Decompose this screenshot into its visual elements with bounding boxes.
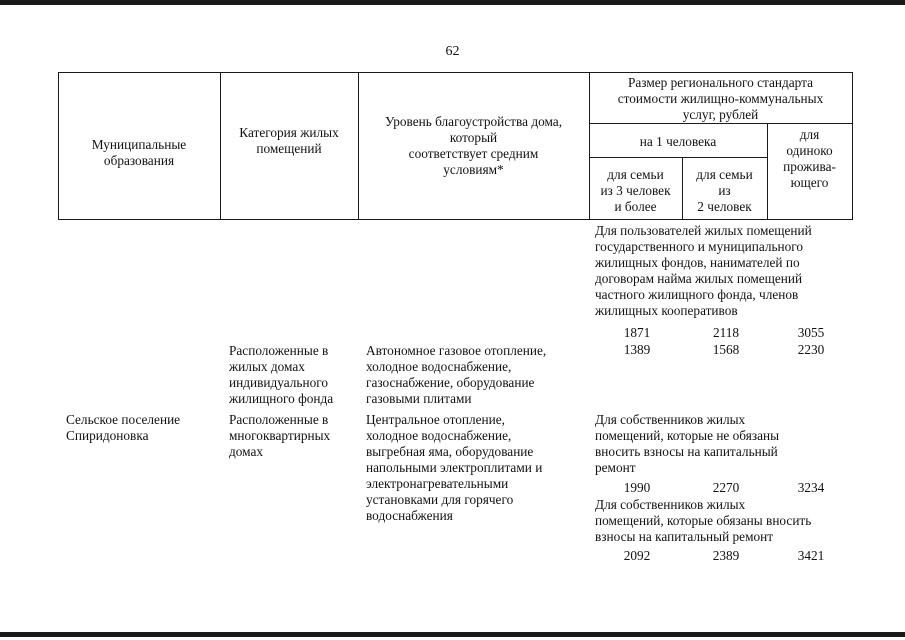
header-standard-size: Размер регионального стандарта стоимости жилищно-коммунальных услуг, рублей: [617, 75, 824, 122]
value-owners-repair-family2: 2389: [712, 548, 740, 563]
group-title-tenants: Для пользователей жилых помещений государственного и муниципального жилищных фондов, нанимателей по договорам найма жилых помещений частного жилищного фонда, членов жилищных кооперативов: [595, 223, 812, 318]
bottom-border: [0, 632, 905, 637]
group-divider-line: [589, 123, 852, 124]
table-top-line: [58, 72, 852, 73]
value-tenants-b-family2: 1568: [712, 342, 740, 357]
value-owners-repair-family3: 2092: [623, 548, 651, 563]
col-line-6: [852, 72, 853, 220]
level-individual-houses: Автономное газовое отопление, холодное водоснабжение, газоснабжение, оборудование газовыми плитами: [366, 343, 547, 406]
level-apartment-buildings: Центральное отопление, холодное водоснабжение, выгребная яма, оборудование напольными электроплитами и электронагревательными установками для горячего водоснабжения: [366, 412, 543, 523]
header-bottom-line: [58, 219, 852, 220]
header-family-2: для семьи из 2 человек: [696, 167, 753, 214]
subgroup-divider-line: [589, 157, 767, 158]
value-tenants-b-family3: 1389: [623, 342, 651, 357]
category-individual-houses: Расположенные в жилых домах индивидуального жилищного фонда: [229, 343, 334, 406]
value-tenants-b-single: 2230: [797, 342, 825, 357]
header-per-person: на 1 человека: [639, 134, 717, 149]
header-level: Уровень благоустройства дома, который соответствует средним условиям*: [384, 114, 563, 177]
value-owners-no-repair-family2: 2270: [712, 480, 740, 495]
top-border: [0, 0, 905, 5]
value-owners-repair-single: 3421: [797, 548, 825, 563]
value-owners-no-repair-single: 3234: [797, 480, 825, 495]
header-municipality: Муниципальные образования: [91, 137, 187, 168]
group-title-owners-repair: Для собственников жилых помещений, которые обязаны вносить взносы на капитальный ремонт: [595, 497, 812, 544]
value-tenants-family2: 2118: [712, 325, 740, 340]
header-family-3: для семьи из 3 человек и более: [600, 167, 671, 214]
header-single: для одиноко прожива- ющего: [783, 127, 836, 190]
page-number: 62: [445, 44, 460, 59]
value-owners-no-repair-family3: 1990: [623, 480, 651, 495]
value-tenants-single: 3055: [797, 325, 825, 340]
group-title-owners-no-repair: Для собственников жилых помещений, которые не обязаны вносить взносы на капитальный ремонт: [595, 412, 780, 475]
municipality-name: Сельское поселение Спиридоновка: [66, 412, 181, 443]
header-category: Категория жилых помещений: [239, 125, 339, 156]
value-tenants-family3: 1871: [623, 325, 651, 340]
category-apartment-buildings: Расположенные в многоквартирных домах: [229, 412, 331, 459]
